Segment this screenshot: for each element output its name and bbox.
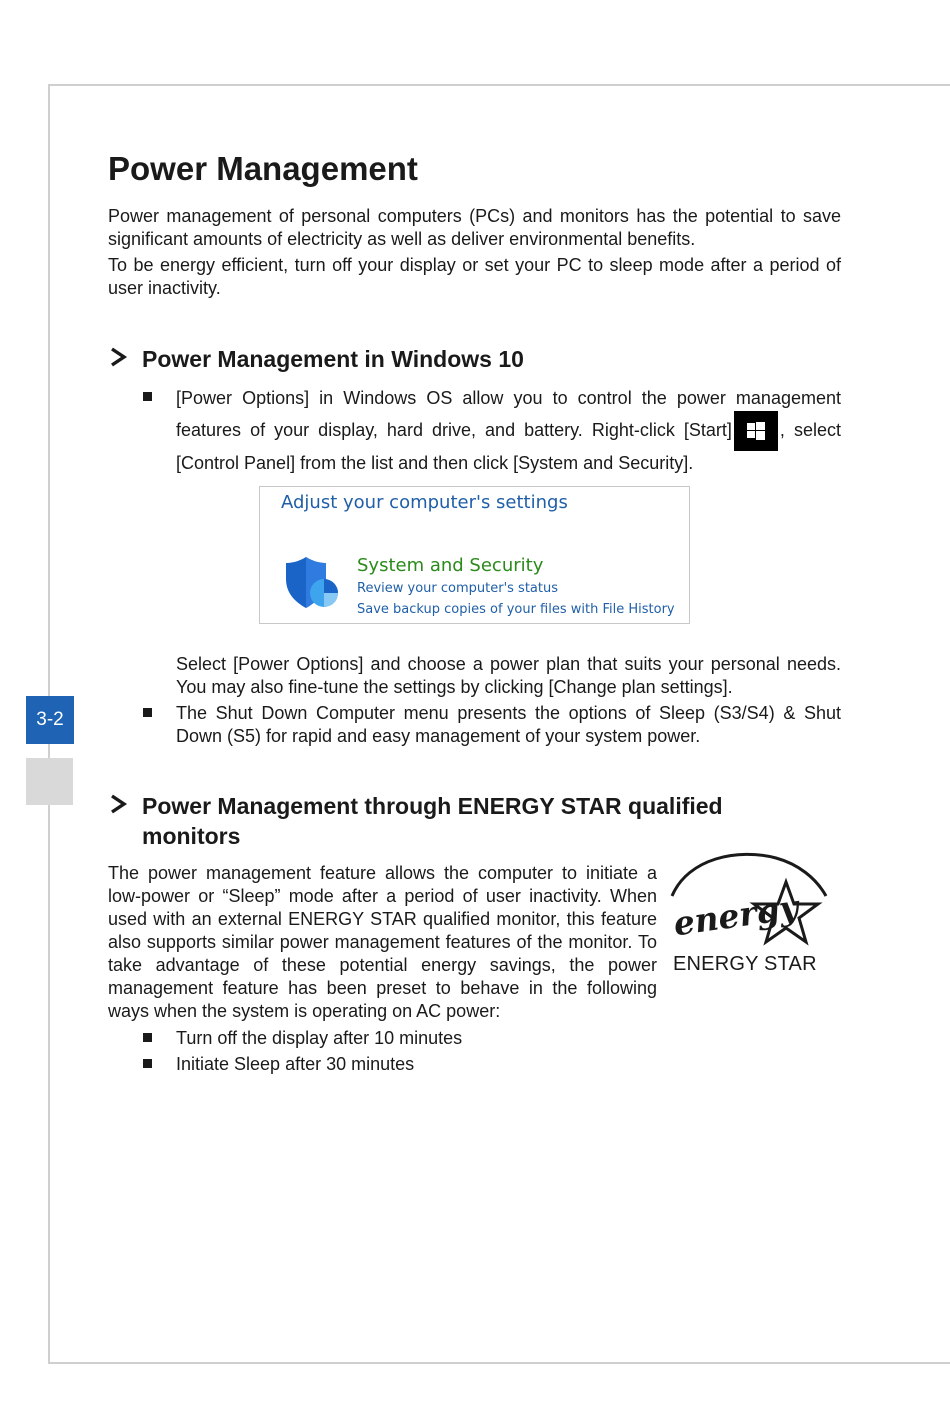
energy-star-logo <box>668 852 830 952</box>
chevron-right-icon <box>108 789 130 819</box>
control-panel-screenshot <box>259 486 690 624</box>
list-item-display-off <box>143 1027 841 1050</box>
bullet-square-icon <box>143 392 152 401</box>
power-options-paragraph: Select [Power Options] and choose a power plan that suits your personal needs. You may also fine-tune the settings by clicking [Change plan settings]. <box>176 654 841 697</box>
section-heading-energy-star <box>108 791 768 851</box>
list-item-text: Initiate Sleep after 30 minutes <box>176 1054 415 1074</box>
list-item-text <box>176 386 841 476</box>
bullet-square-icon <box>143 1033 152 1042</box>
list-item-sleep <box>143 1053 841 1076</box>
bullet-square-icon <box>143 1059 152 1068</box>
section-heading-text: Power Management in Windows 10 <box>142 346 524 372</box>
section-heading-windows <box>108 344 841 374</box>
windows-start-icon <box>734 411 778 451</box>
svg-text:energy: energy <box>671 887 801 944</box>
list-item-text: Turn off the display after 10 minutes <box>176 1028 463 1048</box>
chapter-tab <box>26 758 73 805</box>
list-item-text: The Shut Down Computer menu presents the options of Sleep (S3/S4) & Shut Down (S5) for rapid and easy management of your system power. <box>176 703 841 746</box>
list-item-text-part2: , select [Control Panel] from the list and then click [System and Security]. <box>176 419 841 473</box>
list-item-shutdown <box>143 702 841 748</box>
bullet-square-icon <box>143 708 152 717</box>
chevron-right-icon <box>108 342 130 372</box>
screenshot-title: Adjust your computer's settings <box>281 492 568 513</box>
file-history-link[interactable]: Save backup copies of your files with File History <box>357 602 675 617</box>
energy-star-paragraph: The power management feature allows the computer to initiate a low-power or “Sleep” mode after a period of user inactivity. When used with an external ENERGY STAR qualified monitor, this feature also supports similar power management features of the monitor. To take advantage of these potential energy savings, the power management feature has been preset to behave in the following ways when the system is operating on AC power: <box>108 863 657 1021</box>
list-item-power-options <box>143 386 841 476</box>
page-title: Power Management <box>108 150 418 187</box>
shield-icon <box>284 555 344 611</box>
list-item-text-part1: [Power Options] in Windows OS allow you to control the power management features of your display, hard drive, and battery. Right-click [Start] <box>176 388 841 440</box>
section-heading-text: Power Management through ENERGY STAR qualified monitors <box>142 793 723 849</box>
system-security-link[interactable]: System and Security <box>357 555 544 576</box>
intro-paragraph-2: To be energy efficient, turn off your display or set your PC to sleep mode after a period of user inactivity. <box>108 255 841 298</box>
page-number-tab <box>26 696 74 744</box>
energy-star-label: ENERGY STAR <box>673 953 817 975</box>
review-status-link[interactable]: Review your computer's status <box>357 581 558 596</box>
intro-paragraph-1: Power management of personal computers (PCs) and monitors has the potential to save significant amounts of electricity as well as deliver environmental benefits. <box>108 206 841 249</box>
page-number: 3-2 <box>36 709 64 730</box>
